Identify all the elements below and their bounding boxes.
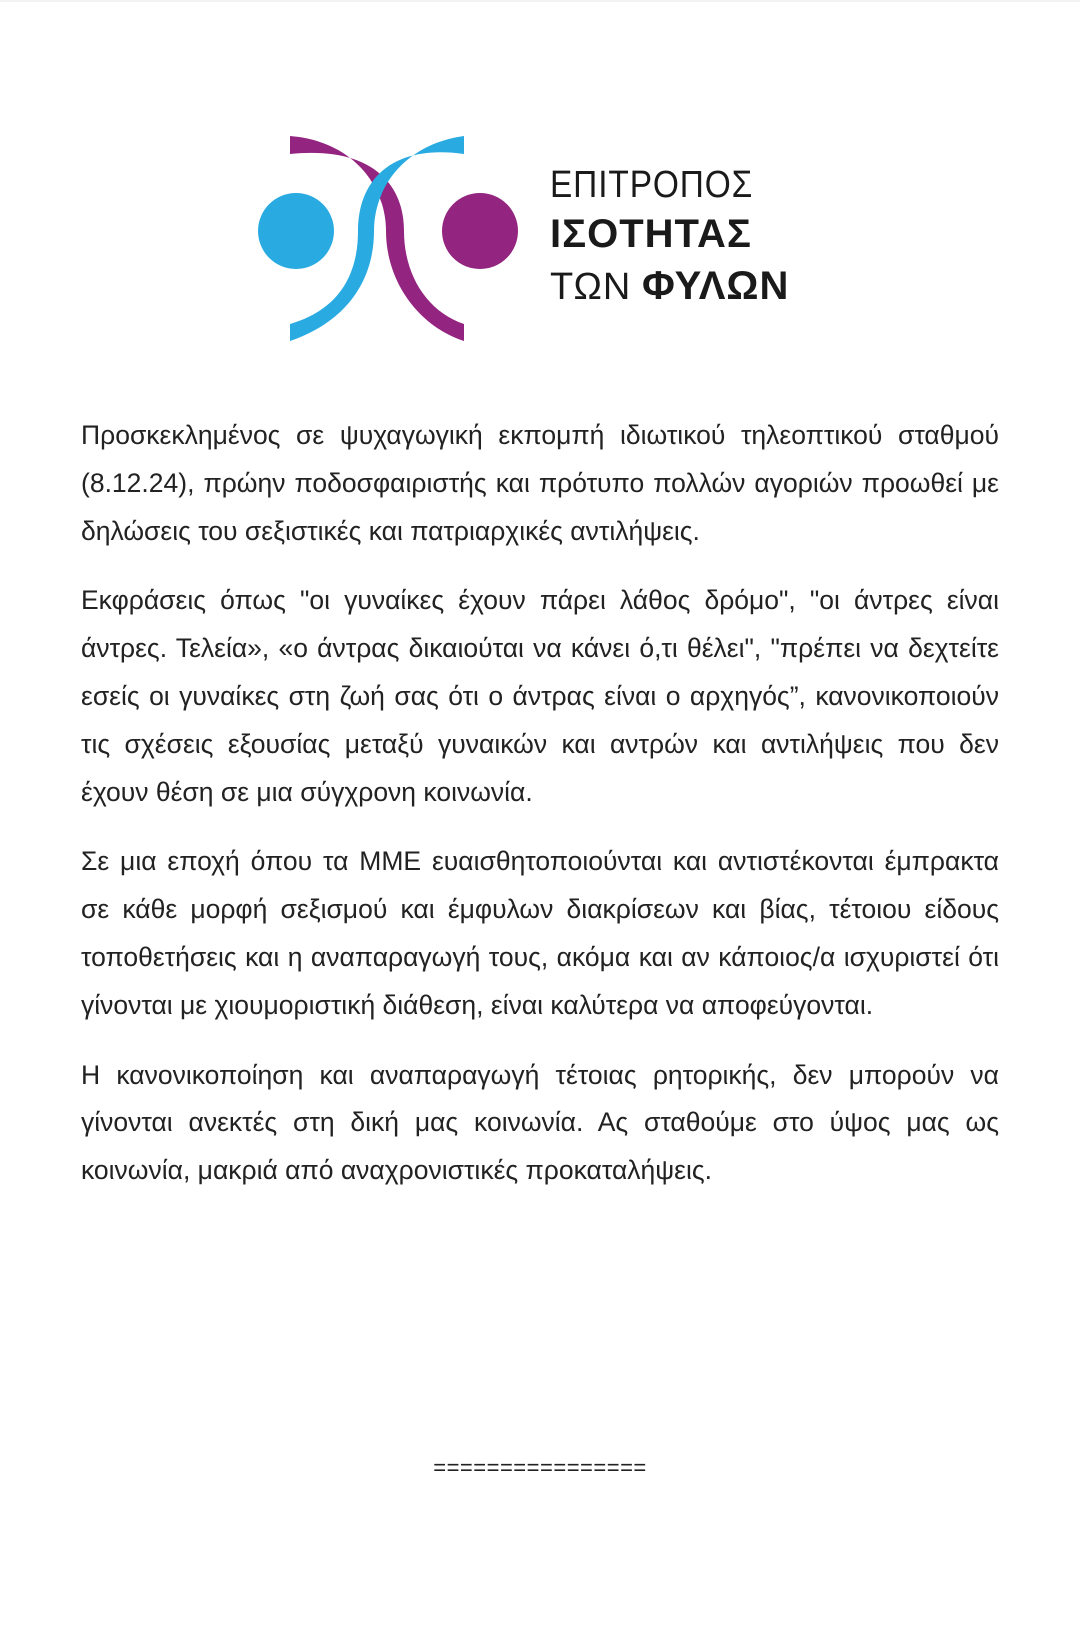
logo-purple-circle: [442, 193, 518, 269]
logo-line-3-light: ΤΩΝ: [550, 266, 632, 308]
logo-line-3-bold: ΦΥΛΩΝ: [641, 264, 790, 308]
logo-cyan-circle: [258, 193, 334, 269]
logo-line-1: ΕΠΙΤΡΟΠΟΣ: [550, 164, 754, 206]
organization-logo: [258, 136, 838, 346]
logo-line-2: ΙΣΟΤΗΤΑΣ: [550, 212, 752, 256]
paragraph-2: Εκφράσεις όπως "οι γυναίκες έχουν πάρει λάθος δρόμο", "οι άντρες είναι άντρες. Τελεία», «ο άντρας δικαιούται να κάνει ό,τι θέλει", "πρέπει να δεχτείτε εσείς οι γυναίκες στη ζωή σας ότι ο άντρας είναι ο αρχηγός”, κανονικοποιούν τις σχέσεις εξουσίας μεταξύ γυναικών και αντρών και αντιλήψεις που δεν έχουν θέση σε μια σύγχρονη κοινωνία.: [81, 585, 999, 807]
paragraph-1: Προσκεκλημένος σε ψυχαγωγική εκπομπή ιδιωτικού τηλεοπτικού σταθμού (8.12.24), πρώην ποδοσφαιριστής και πρότυπο πολλών αγοριών προωθεί με δηλώσεις του σεξιστικές και πατριαρχικές αντιλήψεις.: [81, 420, 999, 546]
logo-wordmark: [550, 166, 789, 310]
paragraph-3: Σε μια εποχή όπου τα ΜΜΕ ευαισθητοποιούνται και αντιστέκονται έμπρακτα σε κάθε μορφή σεξισμού και έμφυλων διακρίσεων και βίας, τέτοιου είδους τοποθετήσεις και η αναπαραγωγή τους, ακόμα και αν κάποιος/α ισχυριστεί ότι γίνονται με χιουμοριστική διάθεση, είναι καλύτερα να αποφεύγονται.: [81, 846, 999, 1020]
end-separator: ================: [433, 1455, 647, 1480]
logo-line-3: [550, 266, 789, 310]
top-divider: [0, 0, 1080, 2]
paragraph-4: Η κανονικοποίηση και αναπαραγωγή τέτοιας ρητορικής, δεν μπορούν να γίνονται ανεκτές στη δική μας κοινωνία. Ας σταθούμε στο ύψος μας ως κοινωνία, μακριά από αναχρονιστικές προκαταλήψεις.: [81, 1059, 999, 1186]
statement-body: [81, 412, 999, 1217]
logo-mark-icon: [258, 136, 520, 346]
